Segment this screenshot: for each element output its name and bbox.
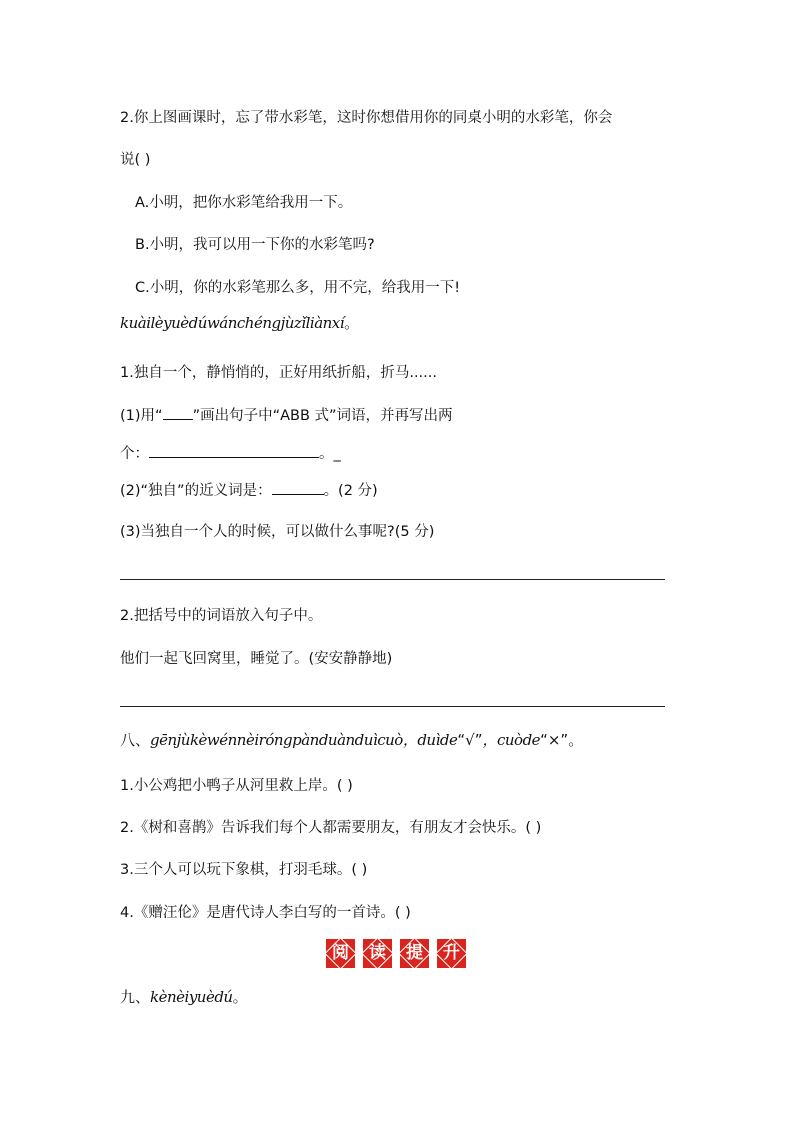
banner-char-3: 提 bbox=[399, 938, 430, 969]
section-7-q1-sub3: (3)当独自一个人的时候，可以做什么事呢?(5 分) bbox=[120, 524, 435, 540]
section-7-q1-sub2 bbox=[120, 480, 378, 501]
q1-sub1-part-b: ”画出句子中“ABB 式”词语，并再写出两 bbox=[192, 408, 453, 424]
judge-item-1: 1.小公鸡把小鸭子从河里救上岸。( ) bbox=[120, 778, 353, 794]
answer-line-q2[interactable] bbox=[120, 706, 665, 707]
section-8-heading-prefix: 八、 bbox=[120, 731, 151, 749]
section-7-q1-text: 1.独自一个，静悄悄的，正好用纸折船，折马...... bbox=[120, 365, 437, 381]
section-9-heading bbox=[120, 987, 248, 1007]
q1-sub1-line2-label: 个： bbox=[120, 446, 149, 462]
section-7-heading-tail: 。 bbox=[344, 314, 360, 332]
q1-sub2-part-a: (2)“独自”的近义词是： bbox=[120, 483, 272, 499]
section-9-heading-tail: 。 bbox=[232, 988, 248, 1006]
section-9-heading-prefix: 九、 bbox=[120, 988, 151, 1006]
section-7-heading-pinyin: kuàilèyuèdúwánchéngjùzǐliànxí bbox=[120, 314, 345, 332]
answer-line-q1-sub3[interactable] bbox=[120, 579, 665, 580]
synonym-answer-blank[interactable] bbox=[272, 480, 324, 495]
banner-char-1: 阅 bbox=[325, 938, 356, 969]
cross-mark-symbol: “×” bbox=[540, 731, 569, 749]
section-7-q1-sub1 bbox=[120, 405, 453, 426]
judge-item-4: 4.《赠汪伦》是唐代诗人李白写的一首诗。( ) bbox=[120, 905, 411, 921]
section-9-heading-pinyin: kènèiyuèdú bbox=[150, 988, 233, 1006]
judge-item-2: 2.《树和喜鹊》告诉我们每个人都需要朋友，有朋友才会快乐。( ) bbox=[120, 820, 542, 836]
abb-words-answer-blank[interactable] bbox=[149, 443, 319, 458]
option-b: B.小明，我可以用一下你的水彩笔吗? bbox=[135, 237, 375, 253]
section-8-heading-mid: ，cuòde bbox=[482, 731, 541, 749]
option-a: A.小明，把你水彩笔给我用一下。 bbox=[135, 195, 353, 211]
underline-sample-blank bbox=[163, 405, 193, 420]
section-7-heading bbox=[120, 313, 359, 333]
q1-sub1-line2-tail: 。_ bbox=[319, 446, 341, 462]
section-8-heading-tail: 。 bbox=[568, 731, 584, 749]
option-c: C.小明，你的水彩笔那么多，用不完，给我用一下! bbox=[135, 280, 461, 296]
section-7-q2-text: 2.把括号中的词语放入句子中。 bbox=[120, 608, 323, 624]
q1-sub1-part-a: (1)用“ bbox=[120, 408, 163, 424]
question-2-text-line1: 2.你上图画课时，忘了带水彩笔，这时你想借用你的同桌小明的水彩笔，你会 bbox=[120, 110, 613, 126]
section-8-heading bbox=[120, 730, 583, 750]
q1-sub2-part-b: 。(2 分) bbox=[323, 483, 378, 499]
section-8-heading-pinyin: gēnjùkèwénnèiróngpànduànduìcuò，duìde bbox=[150, 731, 458, 749]
section-7-q2-sentence: 他们一起飞回窝里，睡觉了。(安安静静地) bbox=[120, 651, 393, 667]
question-2-text-line2: 说( ) bbox=[120, 152, 151, 168]
judge-item-3: 3.三个人可以玩下象棋，打羽毛球。( ) bbox=[120, 862, 368, 878]
banner-char-2: 读 bbox=[362, 938, 393, 969]
section-7-q1-sub1-line2 bbox=[120, 443, 341, 464]
check-mark-symbol: “√” bbox=[457, 731, 483, 749]
banner-char-4: 升 bbox=[436, 938, 467, 969]
